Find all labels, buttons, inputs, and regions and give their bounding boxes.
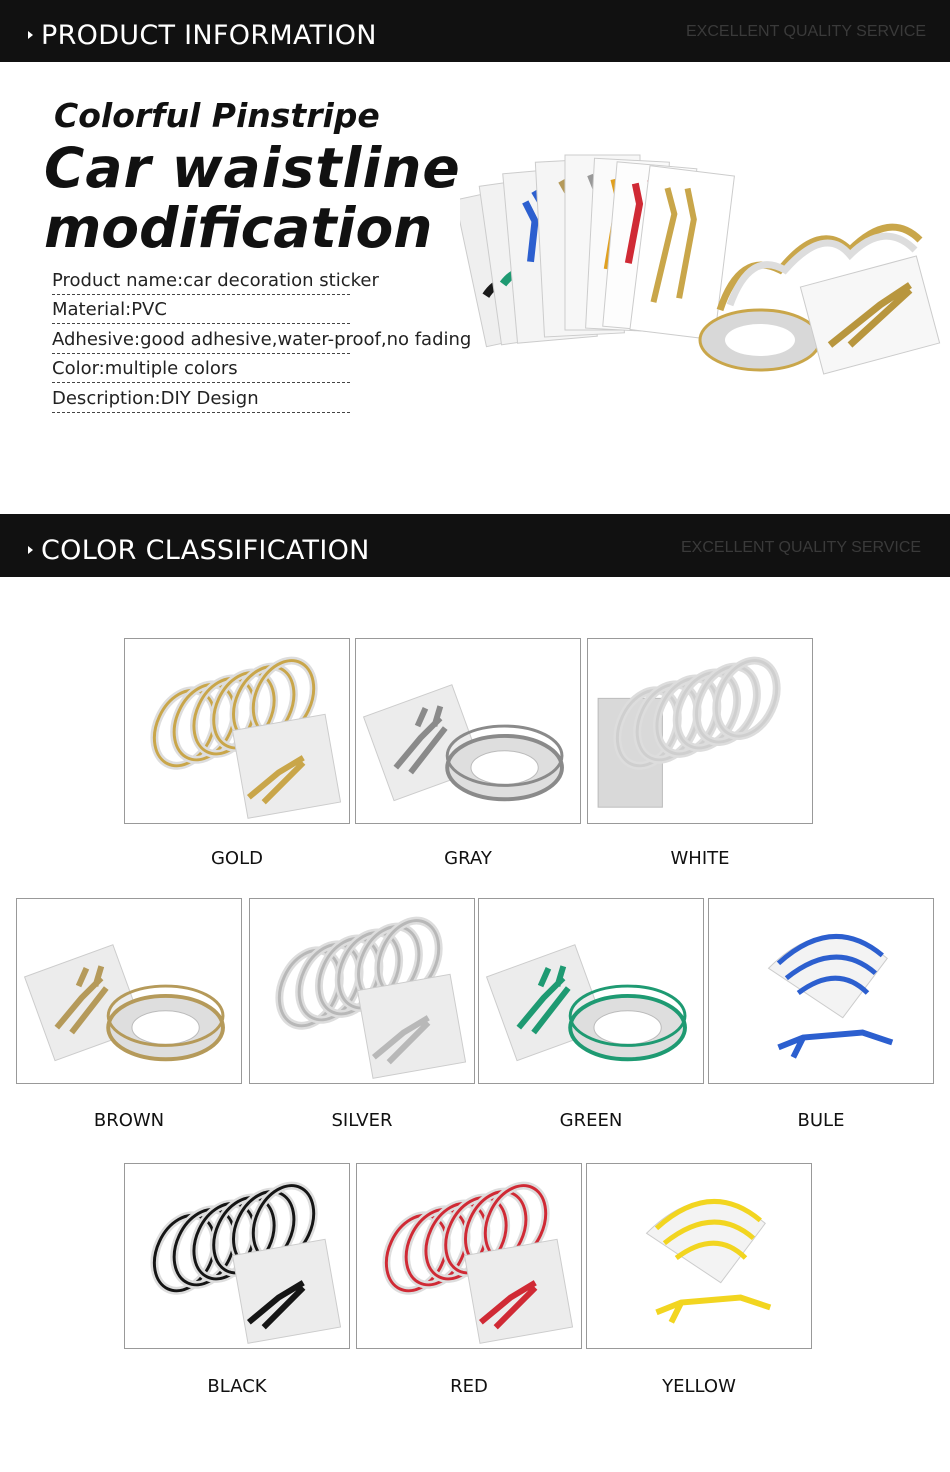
hero-illustration: [460, 140, 950, 390]
color-label: YELLOW: [662, 1376, 736, 1397]
color-classification-banner: [0, 514, 950, 577]
spec-description: Description:DIY Design: [52, 385, 350, 413]
product-photo: [588, 639, 812, 823]
headline-line2: Car waistline: [44, 136, 461, 200]
color-card-gold[interactable]: [124, 638, 350, 824]
bullet-triangle-icon: [28, 546, 33, 554]
product-information-banner: [0, 0, 950, 62]
product-photo: [479, 899, 703, 1083]
bullet-triangle-icon: [28, 31, 33, 39]
gold-tape-roll: [700, 227, 940, 374]
color-label: BULE: [797, 1110, 845, 1131]
product-photo: [125, 639, 349, 823]
color-card-brown[interactable]: [16, 898, 242, 1084]
product-photo: [356, 639, 580, 823]
color-card-bule[interactable]: [708, 898, 934, 1084]
spec-product-name: Product name:car decoration sticker: [52, 267, 350, 295]
color-label: GRAY: [444, 848, 492, 869]
section-tagline: EXCELLENT QUALITY SERVICE: [686, 23, 927, 40]
color-label: BLACK: [207, 1376, 267, 1397]
color-card-red[interactable]: [356, 1163, 582, 1349]
headline-line1: Colorful Pinstripe: [54, 96, 380, 135]
color-label: GOLD: [210, 848, 263, 869]
section-title: PRODUCT INFORMATION: [41, 20, 377, 51]
product-photo: [125, 1164, 349, 1348]
headline-line3: modification: [44, 196, 433, 260]
section-tagline: EXCELLENT QUALITY SERVICE: [681, 539, 922, 556]
product-photo: [17, 899, 241, 1083]
product-photo: [587, 1164, 811, 1348]
color-label: SILVER: [331, 1110, 393, 1131]
color-card-gray[interactable]: [355, 638, 581, 824]
color-card-yellow[interactable]: [586, 1163, 812, 1349]
spec-material: Material:PVC: [52, 296, 350, 324]
section-title: COLOR CLASSIFICATION: [41, 535, 370, 566]
color-card-white[interactable]: [587, 638, 813, 824]
color-label: WHITE: [670, 848, 730, 869]
color-card-green[interactable]: [478, 898, 704, 1084]
product-photo: [250, 899, 474, 1083]
color-card-silver[interactable]: [249, 898, 475, 1084]
color-card-black[interactable]: [124, 1163, 350, 1349]
color-label: GREEN: [559, 1110, 623, 1131]
product-photo: [357, 1164, 581, 1348]
hero-product-image: [460, 140, 950, 390]
color-label: BROWN: [93, 1110, 165, 1131]
product-photo: [709, 899, 933, 1083]
spec-adhesive: Adhesive:good adhesive,water-proof,no fading: [52, 326, 350, 354]
color-label: RED: [450, 1376, 488, 1397]
spec-color: Color:multiple colors: [52, 355, 350, 383]
sticker-cards-fan: [460, 155, 734, 347]
